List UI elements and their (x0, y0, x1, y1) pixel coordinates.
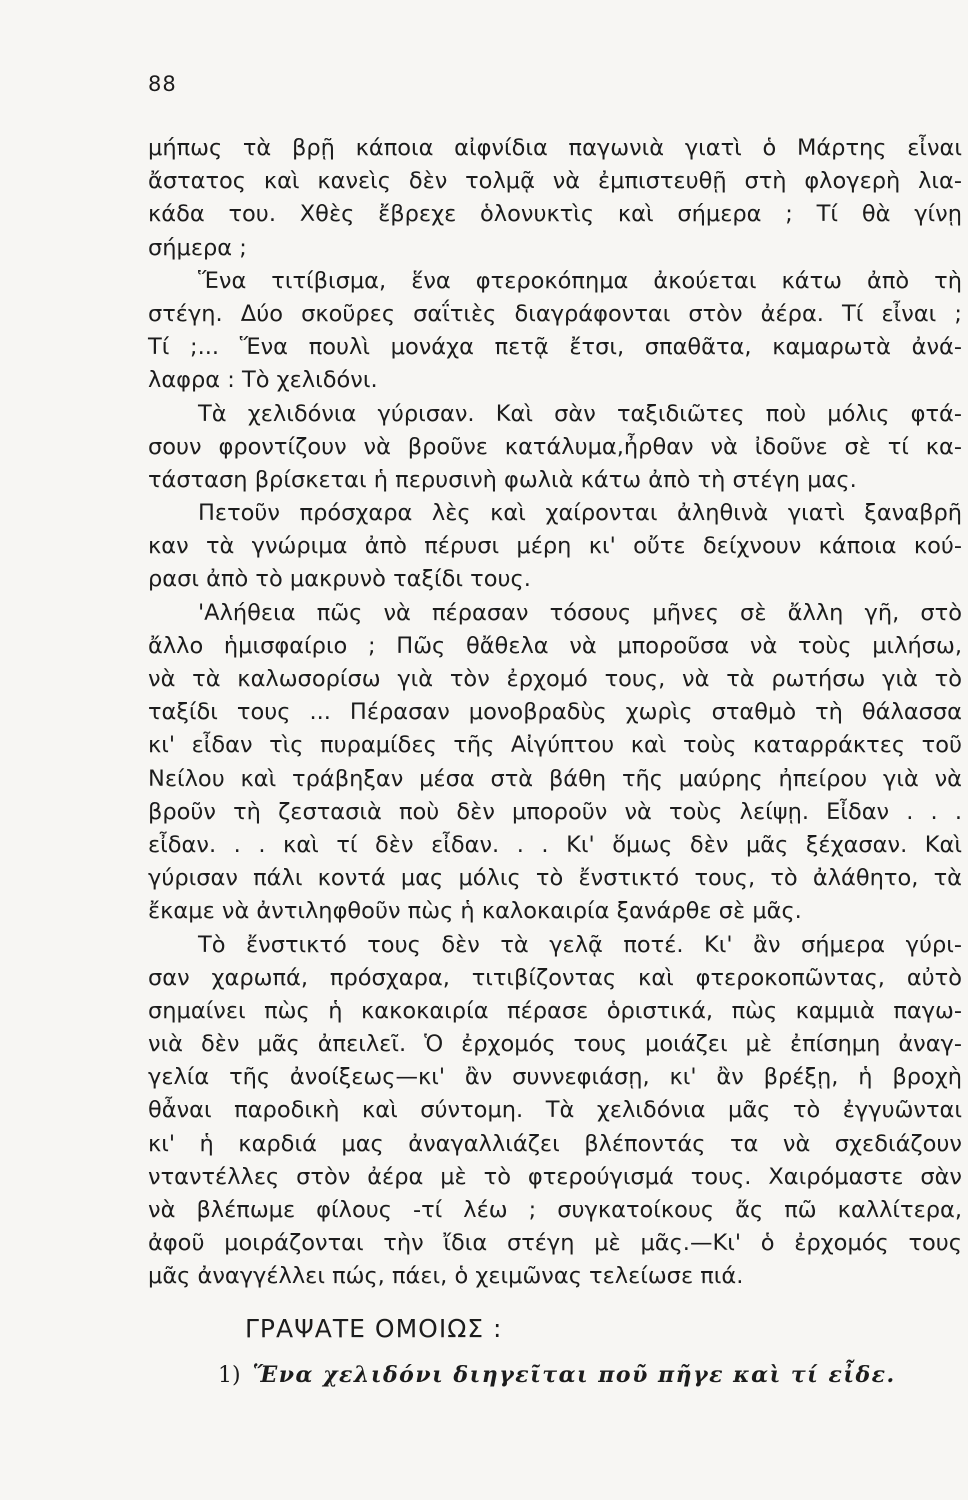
text-line: νὰ βλέπωμε φίλους -τί λέω ; συγκατοίκους ἄς πῶ καλλίτερα, (148, 1197, 962, 1223)
text-line: μήπως τὰ βρῇ κάποια αἰφνίδια παγωνιὰ γιατὶ ὁ Μάρτης εἶναι (148, 135, 962, 161)
exercise-heading: ΓΡΑΨΑΤΕ ΟΜΟΙΩΣ : (245, 1314, 503, 1343)
text-line: κάδα του. Χθὲς ἔβρεχε ὁλονυκτὶς καὶ σήμερα ; Τί θὰ γίνῃ (148, 201, 962, 228)
text-line: τάσταση βρίσκεται ἡ περυσινὴ φωλιὰ κάτω ἀπὸ τὴ στέγη μας. (148, 466, 857, 493)
exercise-item (218, 1362, 896, 1388)
text-line: βροῦν τὴ ζεστασιὰ ποὺ δὲν μποροῦν νὰ τοὺς λείψῃ. Εἶδαν . . . (148, 798, 962, 825)
text-line: νὰ τὰ καλωσορίσω γιὰ τὸν ἐρχομό τους, νὰ τὰ ρωτήσω γιὰ τὸ (148, 666, 962, 692)
text-line: θἆναι παροδικὴ καὶ σύντομη. Τὰ χελιδόνια μᾶς τὸ ἐγγυῶνται (148, 1097, 962, 1124)
text-line: σαν χαρωπά, πρόσχαρα, τιτιβίζοντας καὶ φτεροκοπῶντας, αὐτὸ (148, 964, 962, 991)
exercise-number: 1) (218, 1363, 241, 1388)
text-line: ταξίδι τους ... Πέρασαν μονοβραδὺς χωρὶς σταθμὸ τὴ θάλασσα (148, 699, 962, 726)
text-line: σημαίνει πὼς ἡ κακοκαιρία πέρασε ὁριστικά, πὼς καμμιὰ παγω- (148, 997, 962, 1024)
text-line: στέγη. Δύο σκοῦρες σαΐτιὲς διαγράφονται στὸν ἀέρα. Τί εἶναι ; (148, 300, 962, 327)
text-line: γύρισαν πάλι κοντά μας μόλις τὸ ἔνστικτό τους, τὸ ἀλάθητο, τὰ (148, 865, 962, 892)
text-line: ἀφοῦ μοιράζονται τὴν ἴδια στέγη μὲ μᾶς.—Κι' ὁ ἐρχομός τους (148, 1230, 962, 1257)
text-line: λαφρα : Τὸ χελιδόνι. (148, 367, 378, 394)
text-line: νταντέλλες στὸν ἀέρα μὲ τὸ φτερούγισμά τους. Χαιρόμαστε σὰν (148, 1163, 962, 1190)
text-line: Νείλου καὶ τράβηξαν μέσα στὰ βάθη τῆς μαύρης ἠπείρου γιὰ νὰ (148, 765, 962, 792)
text-line: νιὰ δὲν μᾶς ἀπειλεῖ. Ὁ ἐρχομός τους μοιάζει μὲ ἐπίσημη ἀναγ- (148, 1031, 962, 1058)
text-line: γελία τῆς ἀνοίξεως—κι' ἂν συννεφιάσῃ, κι' ἂν βρέξῃ, ἡ βροχὴ (148, 1064, 962, 1091)
text-line: εἶδαν. . . καὶ τί δὲν εἶδαν. . . Κι' ὅμως δὲν μᾶς ξέχασαν. Καὶ (148, 831, 962, 858)
text-line: μᾶς ἀναγγέλλει πώς, πάει, ὁ χειμῶνας τελείωσε πιά. (148, 1263, 744, 1290)
text-line: ἄστατος καὶ κανεὶς δὲν τολμᾷ νὰ ἐμπιστευθῇ στὴ φλογερὴ λια- (148, 168, 962, 195)
text-line: ἄλλο ἡμισφαίριο ; Πῶς θἄθελα νὰ μποροῦσα νὰ τοὺς μιλήσω, (148, 632, 962, 659)
exercise-text: Ἕνα χελιδόνι διηγεῖται ποῦ πῆγε καὶ τί εἶδε. (252, 1362, 896, 1388)
text-line: σήμερα ; (148, 234, 247, 261)
page-number: 88 (148, 72, 177, 96)
text-line: Ἕνα τιτίβισμα, ἕνα φτεροκόπημα ἀκούεται κάτω ἀπὸ τὴ (198, 267, 962, 294)
text-line: κι' ἡ καρδιά μας ἀναγαλλιάζει βλέποντάς τα νὰ σχεδιάζουν (148, 1130, 962, 1157)
text-line: Τὰ χελιδόνια γύρισαν. Καὶ σὰν ταξιδιῶτες ποὺ μόλις φτά- (198, 400, 962, 427)
text-line: ρασι ἀπὸ τὸ μακρυνὸ ταξίδι τους. (148, 566, 531, 593)
text-line: 'Αλήθεια πῶς νὰ πέρασαν τόσους μῆνες σὲ ἄλλη γῆ, στὸ (198, 599, 962, 626)
text-line: Τὸ ἔνστικτό τους δὲν τὰ γελᾷ ποτέ. Κι' ἂν σήμερα γύρι- (198, 931, 962, 958)
text-line: κι' εἶδαν τὶς πυραμίδες τῆς Αἰγύπτου καὶ τοὺς καταρράκτες τοῦ (148, 732, 962, 759)
text-line: Τί ;... Ἕνα πουλὶ μονάχα πετᾷ ἔτσι, σπαθᾶτα, καμαρωτὰ ἀνά- (148, 334, 962, 361)
text-line: καν τὰ γνώριμα ἀπὸ πέρυσι μέρη κι' οὔτε δείχνουν κάποια κού- (148, 533, 962, 560)
text-line: Πετοῦν πρόσχαρα λὲς καὶ χαίρονται ἀληθινὰ γιατὶ ξαναβρῆ (198, 500, 962, 527)
body-text (148, 132, 962, 1294)
text-line: ἔκαμε νὰ ἀντιληφθοῦν πὼς ἡ καλοκαιρία ξανάρθε σὲ μᾶς. (148, 898, 802, 925)
text-line: σουν φροντίζουν νὰ βροῦνε κατάλυμα,ἦρθαν νὰ ἰδοῦνε σὲ τί κα- (148, 433, 962, 460)
